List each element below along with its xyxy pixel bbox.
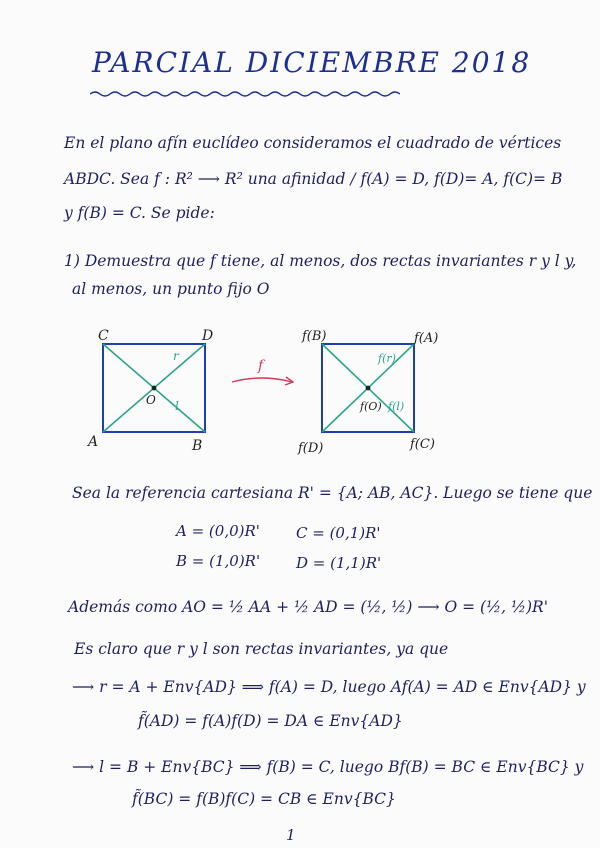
r-invariant-line: ⟶ r = A + Env{AD} ⟹ f(A) = D, luego Af(A) = AD ∈ Env{AD} y [72, 678, 586, 696]
label-a: A [88, 434, 99, 450]
label-r: r [173, 349, 179, 363]
label-fo: f(O) [360, 400, 382, 413]
label-b: B [192, 438, 203, 454]
label-fc: f(C) [410, 437, 435, 452]
label-fb: f(B) [302, 329, 327, 344]
claro-line: Es claro que r y l son rectas invariantes, ya que [74, 640, 449, 658]
label-c: C [98, 328, 109, 344]
mapping-arrow [232, 378, 292, 382]
label-fa: f(A) [414, 331, 439, 346]
l-invariant-line: ⟶ l = B + Env{BC} ⟹ f(B) = C, luego Bf(B) = BC ∈ Env{BC} y [72, 758, 584, 776]
arrow-label: f [258, 358, 264, 374]
label-fd: f(D) [298, 441, 324, 456]
ademas-line: Además como AO = ½ AA + ½ AD = (½, ½) ⟶ O = (½, ½)R' [68, 598, 548, 616]
page-number: 1 [286, 826, 296, 844]
coord-b: B = (1,0)R' [176, 552, 261, 570]
question-1-line-2: al menos, un punto fijo O [72, 280, 270, 298]
intro-line-3: y f(B) = C. Se pide: [64, 204, 215, 222]
page-title: PARCIAL DICIEMBRE 2018 [92, 46, 532, 79]
l-invariant-line-2: f̃(BC) = f(B)f(C) = CB ∈ Env{BC} [132, 790, 396, 808]
point-fo [366, 386, 371, 391]
r-invariant-line-2: f̃(AD) = f(A)f(D) = DA ∈ Env{AD} [138, 712, 403, 730]
question-1-line-1: 1) Demuestra que f tiene, al menos, dos rectas invariantes r y l y, [64, 252, 577, 270]
coord-a: A = (0,0)R' [176, 522, 260, 540]
reference-line: Sea la referencia cartesiana R' = {A; AB, AC}. Luego se tiene que [72, 484, 593, 502]
square-figures [70, 320, 450, 460]
intro-line-2: ABDC. Sea f : R² ⟶ R² una afinidad / f(A) = D, f(D)= A, f(C)= B [64, 170, 563, 188]
label-o: O [146, 393, 156, 407]
point-o [152, 386, 157, 391]
intro-line-1: En el plano afín euclídeo consideramos el cuadrado de vértices [64, 134, 562, 152]
label-l: l [175, 399, 179, 413]
coord-c: C = (0,1)R' [296, 524, 381, 542]
coord-d: D = (1,1)R' [296, 554, 382, 572]
label-d: D [202, 328, 214, 344]
title-underline [90, 90, 400, 98]
label-fl: f(l) [388, 400, 405, 413]
label-fr: f(r) [378, 352, 396, 365]
